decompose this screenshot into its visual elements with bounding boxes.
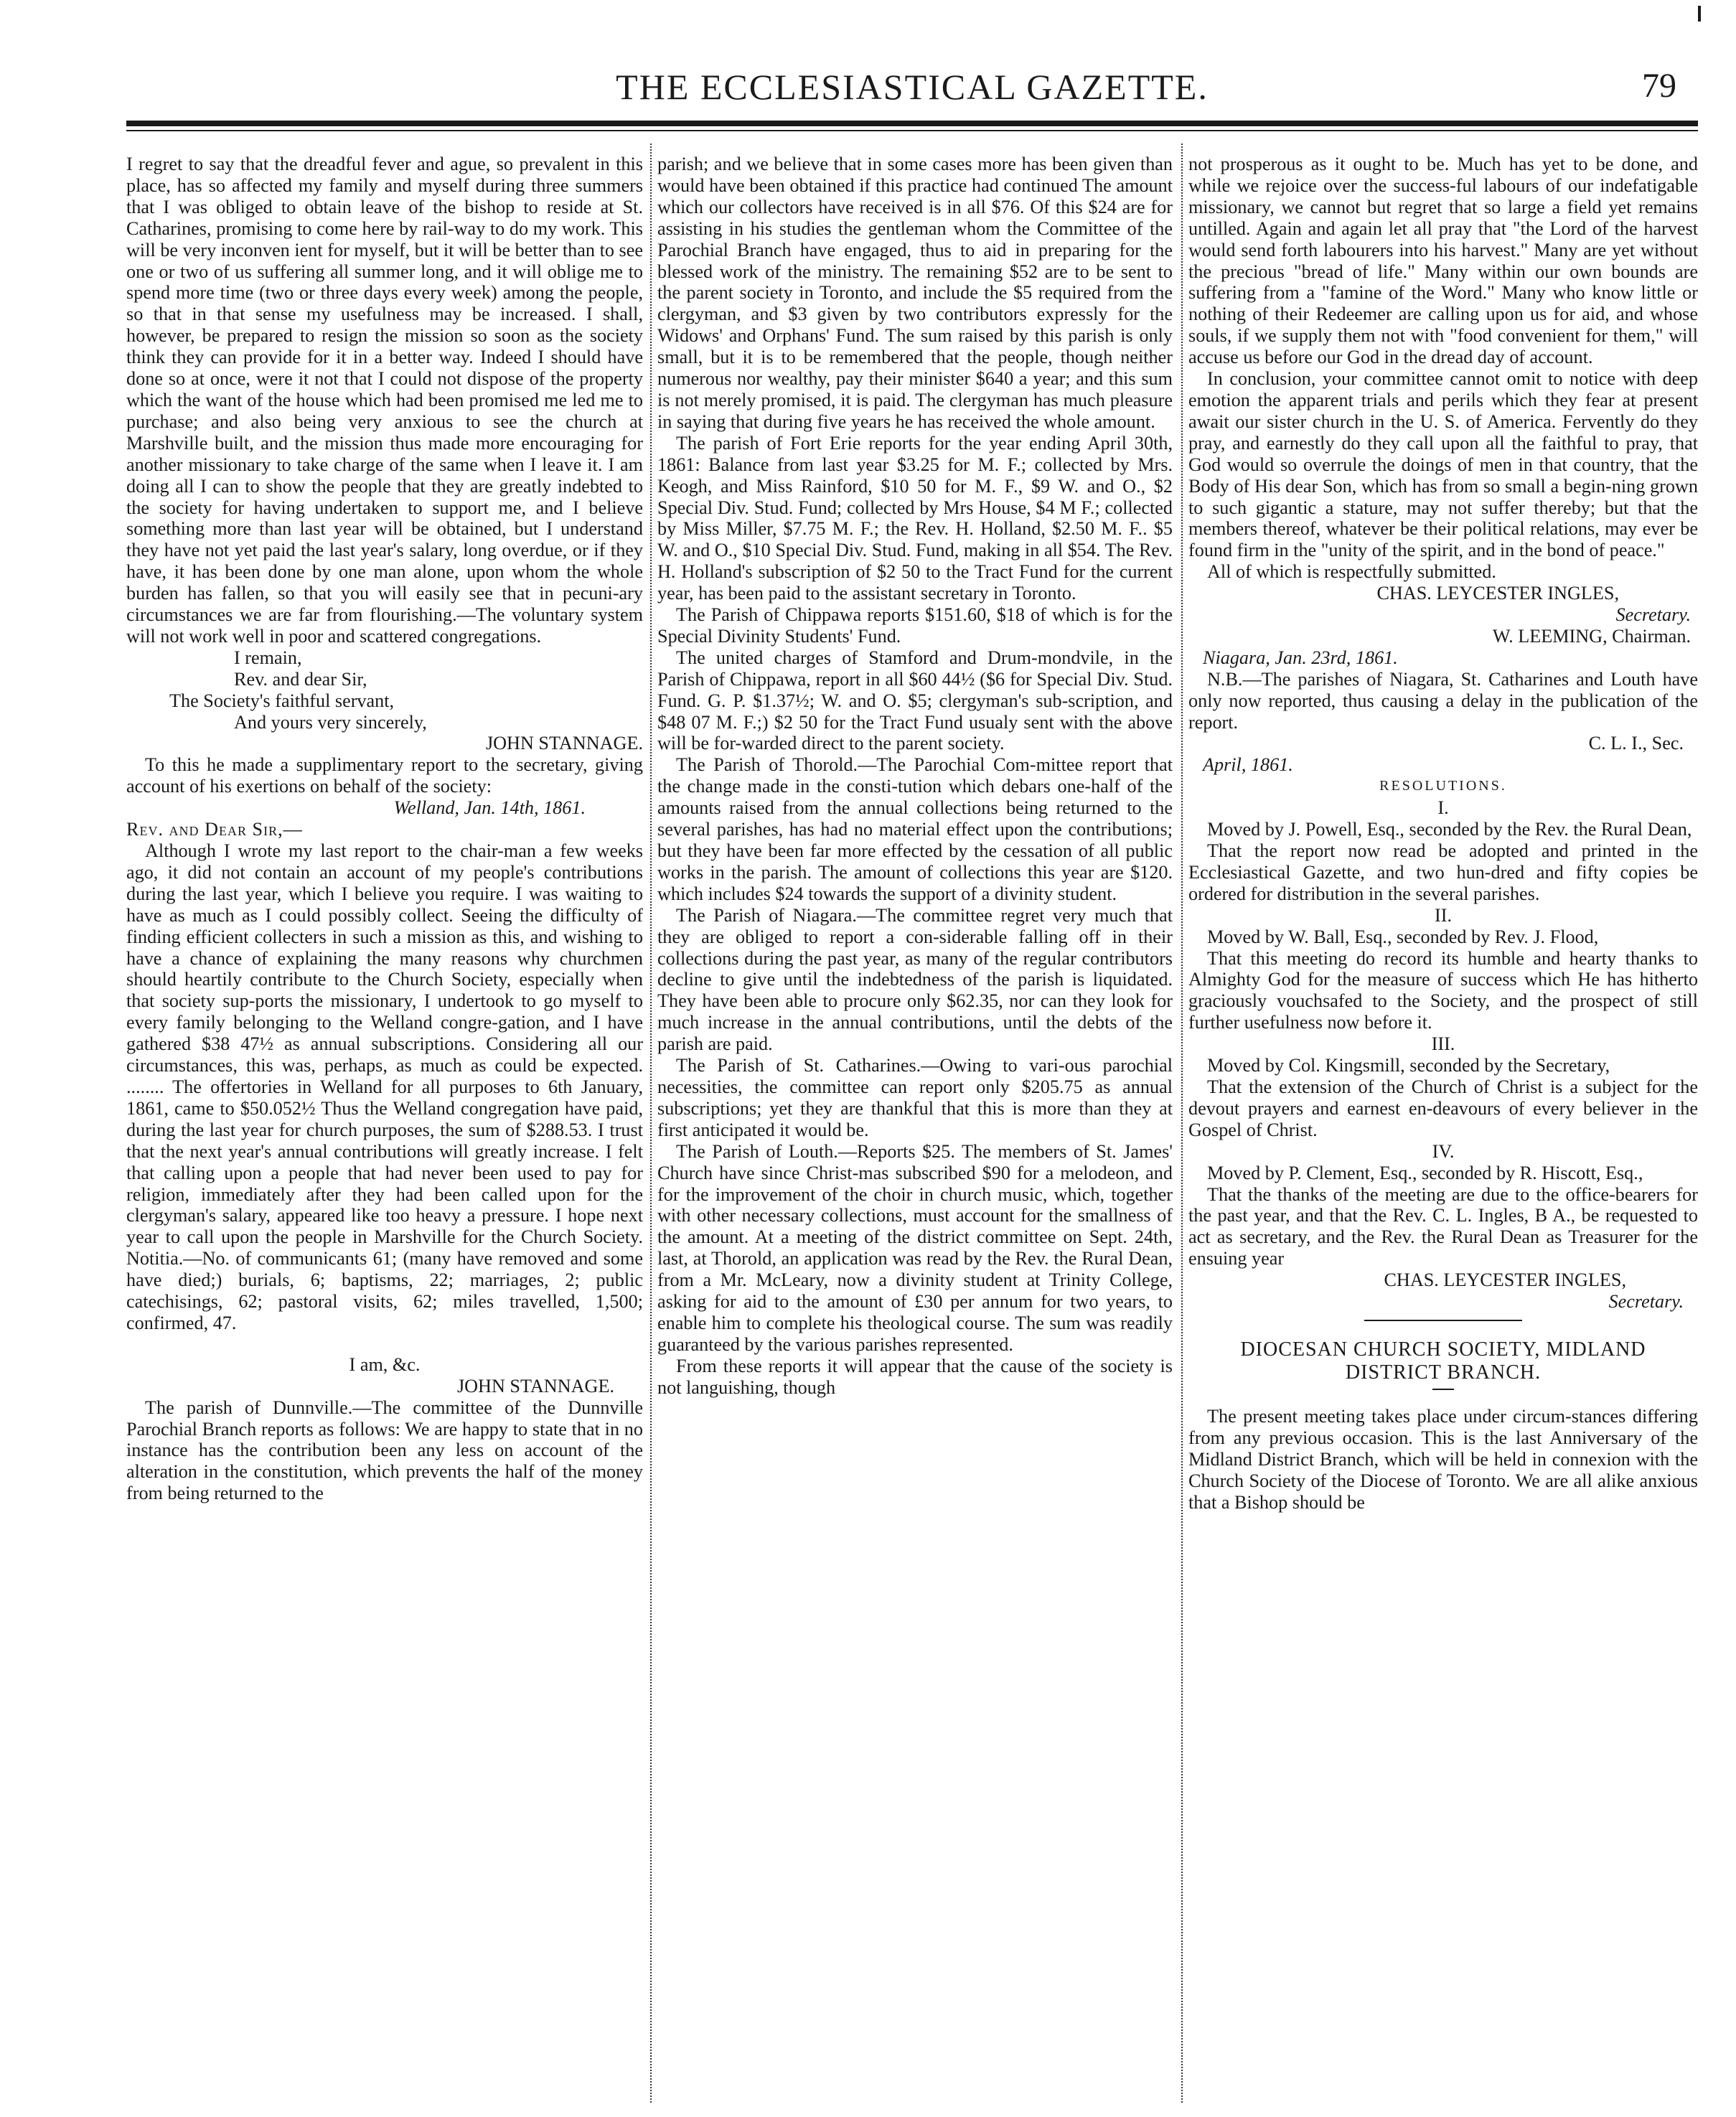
corner-mark: [1698, 6, 1701, 22]
signature: CHAS. LEYCESTER INGLES,: [1376, 583, 1619, 604]
section-heading: DISTRICT BRANCH.: [1345, 1361, 1542, 1384]
resolution-number: III.: [1431, 1033, 1455, 1055]
signature-role: Secretary.: [1608, 1291, 1684, 1313]
header-rule-thin: [126, 130, 1698, 131]
paragraph: The Parish of Thorold.—The Parochial Com-mittee report that the change made in the consti-tution which debars one-half of the amounts raised from the annual collections being returned to the several parishes, has had no material effect upon the contributions; but they have been far more effected by the cessation of all public works in the parish. The amount of collections this year are $120. which includes $24 towards the support of a divinity student.: [657, 754, 1173, 904]
paragraph: In conclusion, your committee cannot omit to notice with deep emotion the apparent trials and perils which they fear at present await our sister church in the U. S. of America. Fervently do they pray, and earnestly do they call upon all the faithful to pray, that God would so overrule the doings of men in that country, that the Body of His dear Son, which has from so small a begin-ning grown to such gigantic a stature, may not suffer thereby; but that the members thereof, whatever be their political relations, may ever be found firm in the "unity of the spirit, and in the bond of peace.": [1188, 368, 1698, 561]
paragraph: That this meeting do record its humble and hearty thanks to Almighty God for the measure of success which He has hitherto graciously vouchsafed to the Society, and the prospect of still further usefulness now before it.: [1188, 947, 1698, 1033]
section-rule: [1364, 1320, 1522, 1321]
paragraph: I regret to say that the dreadful fever and ague, so prevalent in this place, has so affected my family and myself during three summers that I was obliged to obtain leave of the bishop to reside at St. Catharines, promising to come here by rail-way to do my work. This will be very inconven ient for myself, but it will be better than to see one or two of us suffering all summer long, and it will oblige me to spend more time (two or three days every week) among the people, so that in that sense my usefulness may be increased. I shall, however, be prepared to resign the mission so soon as the society think they can provide for it in a better way. Indeed I should have done so at once, were it not that I could not dispose of the property which the want of the house which had been promised me led me to purchase; and also being very anxious to see the church at Marshville built, and the mission thus made more encouraging for another missionary to take charge of the same when I leave it. I am doing all I can to show the people that they are greatly indebted to the society for having undertaken to support me, and I believe something more than last year will be obtained, but I understand they have not yet paid the last year's salary, long overdue, or if they have, it has been done by one man alone, upon whom the whole burden has fallen, so that you will easily see that in pecuni-ary circumstances we are far from flourishing.—The voluntary system will not work well in poor and scattered congregations.: [126, 154, 643, 647]
closing-line: Rev. and dear Sir,: [234, 668, 367, 690]
paragraph: Moved by Col. Kingsmill, seconded by the Secretary,: [1207, 1055, 1610, 1076]
paragraph: The Parish of Louth.—Reports $25. The members of St. James' Church have since Christ-mas subscribed $90 for a melodeon, and for the improvement of the choir in church music, which, together with other necessary collections, must account for the smallness of the amount. At a meeting of the district committee on Sept. 24th, last, at Thorold, an application was read by the Rev. the Rural Dean, from a Mr. McLeary, now a divinity student at Trinity College, asking for aid to the amount of £30 per annum for two years, to enable him to complete his theological course. The sum was readily guaranteed by the various parishes represented.: [657, 1140, 1173, 1355]
section-heading: RESOLUTIONS.: [1379, 778, 1507, 794]
resolution-number: IV.: [1432, 1140, 1455, 1162]
signature-role: Secretary.: [1615, 604, 1691, 626]
signature: CHAS. LEYCESTER INGLES,: [1384, 1269, 1626, 1291]
paragraph: The present meeting takes place under circum-stances differing from any previous occasion. This is the last Anniversary of the Midland District Branch, which will be held in connexion with the Church Society of the Diocese of Toronto. We are all alike anxious that a Bishop should be: [1188, 1405, 1698, 1513]
paragraph: The parish of Fort Erie reports for the year ending April 30th, 1861: Balance from last year $3.25 for M. F.; collected by Mrs. Keogh, and Miss Rainford, $10 50 for M. F., $9 W. and O., $2 Special Div. Stud. Fund; collected by Mrs House, $4 M F.; collected by Miss Miller, $7.75 M. F.; the Rev. H. Holland, $2.50 M. F.. $5 W. and O., $10 Special Div. Stud. Fund, making in all $54. The Rev. H. Holland's subscription of $2 50 to the Tract Fund for the current year, has been paid to the assistant secretary in Toronto.: [657, 432, 1173, 604]
paragraph: All of which is respectfully submitted.: [1207, 561, 1496, 583]
section-dash: [1432, 1389, 1454, 1390]
closing-line: The Society's faithful servant,: [169, 690, 395, 711]
salutation: Rev. and Dear Sir,—: [126, 819, 303, 840]
closing-line: And yours very sincerely,: [234, 711, 427, 733]
paragraph: Moved by W. Ball, Esq., seconded by Rev. J. Flood,: [1207, 926, 1599, 947]
column-divider: [1181, 144, 1183, 2103]
paragraph: The Parish of Chippawa reports $151.60, $18 of which is for the Special Divinity Students' Fund.: [657, 604, 1173, 647]
signature: JOHN STANNAGE.: [485, 733, 643, 754]
column-2: [657, 154, 1173, 2091]
paragraph: parish; and we believe that in some cases more has been given than would have been obtained if this practice had continued The amount which our collectors have received is in all $76. Of this $24 are for assisting in his studies the gentleman whom the Committee of the Parochial Branch have engaged, thus to aid in preparing for the blessed work of the ministry. The remaining $52 are to be sent to the parent society in Toronto, and include the $5 required from the clergyman, and $3 given by two contributors expressly for the Widows' and Orphans' Fund. The sum raised by this parish is only small, but it is to be remembered that the people, though neither numerous nor wealthy, pay their minister $640 a year; and this sum is not merely promised, it is paid. The clergyman has much pleasure in saying that during five years he has received the whole amount.: [657, 154, 1173, 432]
signature: W. LEEMING, Chairman.: [1492, 625, 1691, 647]
section-heading: DIOCESAN CHURCH SOCIETY, MIDLAND: [1240, 1338, 1646, 1361]
paragraph: not prosperous as it ought to be. Much has yet to be done, and while we rejoice over the success-ful labours of our indefatigable missionary, we cannot but regret that so large a field yet remains untilled. Again and again let all pray that "the Lord of the harvest would send forth labourers into his harvest." Many are yet without the precious "bread of life." Many within our own bounds are suffering from a "famine of the Word." Many who know little or nothing of their Redeemer are calling upon us for aid, and whose souls, if we supply them not with "food convenient for them," will accuse us before our God in the dread day of account.: [1188, 154, 1698, 368]
paragraph: N.B.—The parishes of Niagara, St. Catharines and Louth have only now reported, thus causing a delay in the publication of the report.: [1188, 668, 1698, 733]
resolution-number: II.: [1435, 904, 1452, 926]
masthead: [126, 60, 1698, 112]
paragraph: To this he made a supplimentary report to the secretary, giving account of his exertions on behalf of the society:: [126, 754, 643, 797]
closing-line: I am, &c.: [349, 1353, 421, 1375]
paragraph: The parish of Dunnville.—The committee of the Dunnville Parochial Branch reports as follows: We are happy to state that in no instance has the contribution been any less on account of the alteration in the constitution, which prevents the half of the money from being returned to the: [126, 1397, 643, 1504]
paragraph: From these reports it will appear that the cause of the society is not languishing, though: [657, 1355, 1173, 1398]
paragraph: The Parish of St. Catharines.—Owing to vari-ous parochial necessities, the committee can report only $205.75 as annual subscriptions; yet they are thankful that this is more than they at first anticipated it would be.: [657, 1055, 1173, 1140]
paragraph: The Parish of Niagara.—The committee regret very much that they are obliged to report a con-siderable falling off in their collections during the past year, as many of the regular contributors decline to give until the indebtedness of the parish is liquidated. They have been able to procure only $62.35, nor can they look for much increase in the annual contributions, until the debts of the parish are paid.: [657, 904, 1173, 1055]
initials: C. L. I., Sec.: [1588, 733, 1684, 754]
column-1: [126, 154, 643, 2091]
paragraph: Although I wrote my last report to the chair-man a few weeks ago, it did not contain an account of my people's contributions during the last year, which I believe you require. I was waiting to have as much as I could possibly collect. Seeing the difficulty of finding efficient collecters in such a mission as this, and wishing to have a chance of explaining the many reasons why churchmen should heartily contribute to the Church Society, especially when that society sup-ports the missionary, I undertook to go myself to every family belonging to the Welland congre-gation, and I have gathered $38 47½ as annual subscriptions. Considering all our circumstances, this was, perhaps, as much as could be expected. ........ The offertories in Welland for all purposes to 6th January, 1861, came to $50.052½ Thus the Welland congregation have paid, during the last year for church purposes, the sum of $288.53. I trust that the next year's annual contributions will greatly increase. I felt that calling upon a people that had never been used to pay for religion, immediately after they had been called upon for the clergyman's salary, appeared like too heavy a pressure. I hope next year to call upon the people in Marshville for the Church Society. Notitia.—No. of communicants 61; (many have removed and some have died;) burials, 6; baptisms, 22; marriages, 2; public catechisings, 62; pastoral visits, 62; miles travelled, 1,500; confirmed, 47.: [126, 840, 643, 1333]
column-divider: [650, 144, 652, 2103]
paragraph: Moved by P. Clement, Esq., seconded by R. Hiscott, Esq.,: [1207, 1162, 1643, 1183]
paragraph: Moved by J. Powell, Esq., seconded by the Rev. the Rural Dean,: [1207, 819, 1692, 840]
paragraph: That the thanks of the meeting are due to the office-bearers for the past year, and that the Rev. C. L. Ingles, B A., be requested to act as secretary, and the Rev. the Rural Dean as Treasurer for the ensuing year: [1188, 1183, 1698, 1269]
page-title: THE ECCLESIASTICAL GAZETTE.: [616, 67, 1209, 107]
header-rule-thick: [126, 121, 1698, 126]
paragraph: That the extension of the Church of Christ is a subject for the devout prayers and earnest en-deavours of every believer in the Gospel of Christ.: [1188, 1076, 1698, 1140]
dateline: Welland, Jan. 14th, 1861.: [393, 797, 586, 819]
column-3: [1188, 154, 1698, 2091]
closing-line: I remain,: [234, 647, 302, 668]
signature: JOHN STANNAGE.: [456, 1375, 614, 1397]
dateline: Niagara, Jan. 23rd, 1861.: [1203, 647, 1398, 668]
resolution-number: I.: [1437, 797, 1449, 819]
paragraph: The united charges of Stamford and Drum-mondvile, in the Parish of Chippawa, report in all $60 44½ ($6 for Special Div. Stud. Fund. G. P. $1.37½; W. and O. $5; clergyman's sub-scription, and $48 07 M. F.;) $2 50 for the Tract Fund usualy sent with the above will be for-warded direct to the parent society.: [657, 647, 1173, 754]
dateline: April, 1861.: [1203, 754, 1293, 776]
paragraph: That the report now read be adopted and printed in the Ecclesiastical Gazette, and two hun-dred and fifty copies be ordered for distribution in the several parishes.: [1188, 840, 1698, 904]
page-number: 79: [1642, 67, 1676, 105]
